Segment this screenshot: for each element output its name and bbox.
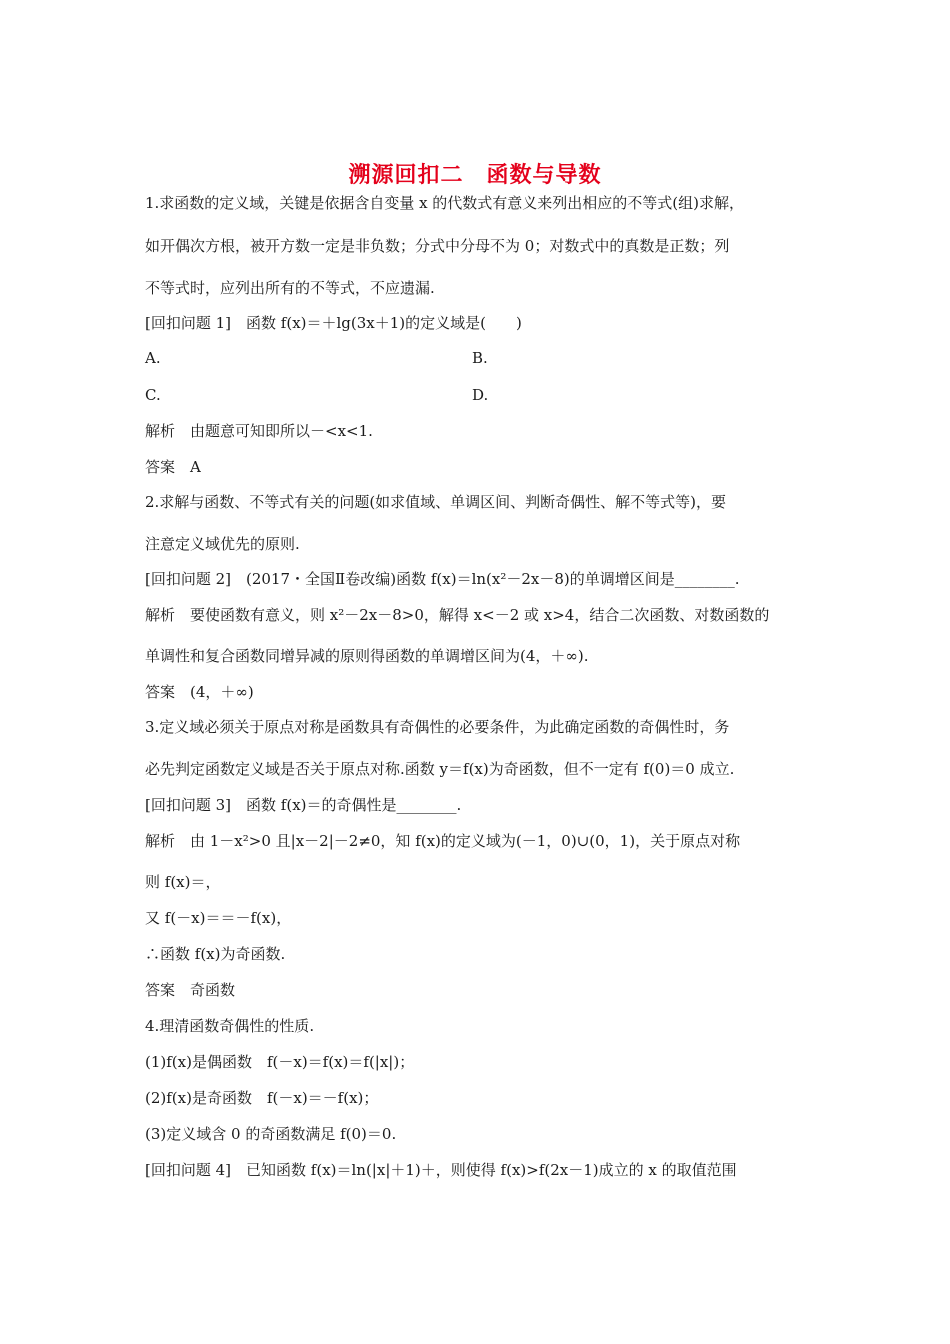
- option-d: D.: [472, 386, 489, 404]
- answer-2: 答案 (4，＋∞): [145, 683, 254, 701]
- answer-3: 答案 奇函数: [145, 981, 236, 999]
- paragraph-line: 2.求解与函数、不等式有关的问题(如求值域、单调区间、判断奇偶性、解不等式等)，要: [145, 493, 727, 511]
- solution-1: 解析 由题意可知即所以－<x<1.: [145, 422, 373, 440]
- question-4: [回扣问题 4] 已知函数 f(x)＝ln(|x|＋1)＋，则使得 f(x)>f(2x－1)成立的 x 的取值范围: [145, 1161, 737, 1179]
- question-1: [回扣问题 1] 函数 f(x)＝＋lg(3x＋1)的定义域是( ): [145, 314, 522, 332]
- question-2: [回扣问题 2] (2017・全国Ⅱ卷改编)函数 f(x)＝ln(x²－2x－8)的单调增区间是________.: [145, 570, 740, 588]
- paragraph-line: 不等式时，应列出所有的不等式，不应遗漏.: [145, 279, 435, 297]
- solution-3: 解析 由 1－x²>0 且|x－2|－2≠0，知 f(x)的定义域为(－1，0)∪(0，1)，关于原点对称: [145, 832, 741, 850]
- property-line: (2)f(x)是奇函数 f(－x)＝－f(x)；: [145, 1089, 379, 1107]
- property-line: (3)定义域含 0 的奇函数满足 f(0)＝0.: [145, 1125, 397, 1143]
- answer-1: 答案 A: [145, 458, 201, 476]
- solution-2-cont: 单调性和复合函数同增异减的原则得函数的单调增区间为(4，＋∞).: [145, 647, 589, 665]
- solution-2: 解析 要使函数有意义，则 x²－2x－8>0，解得 x<－2 或 x>4，结合二次函数、对数函数的: [145, 606, 770, 624]
- solution-3-cont: 则 f(x)＝，: [145, 873, 221, 891]
- question-3: [回扣问题 3] 函数 f(x)＝的奇偶性是________.: [145, 796, 462, 814]
- option-b: B.: [472, 349, 488, 367]
- paragraph-line: 3.定义域必须关于原点对称是函数具有奇偶性的必要条件，为此确定函数的奇偶性时，务: [145, 718, 730, 736]
- paragraph-line: 1.求函数的定义域，关键是依据含自变量 x 的代数式有意义来列出相应的不等式(组)求解，: [145, 194, 745, 212]
- paragraph-line: 必先判定函数定义域是否关于原点对称.函数 y＝f(x)为奇函数，但不一定有 f(0)＝0 成立.: [145, 760, 735, 778]
- paragraph-line: 如开偶次方根，被开方数一定是非负数；分式中分母不为 0；对数式中的真数是正数；列: [145, 237, 730, 255]
- solution-3-cont: ∴函数 f(x)为奇函数.: [145, 945, 286, 963]
- option-a: A.: [145, 349, 161, 367]
- paragraph-line: 注意定义域优先的原则.: [145, 535, 300, 553]
- paragraph-line: 4.理清函数奇偶性的性质.: [145, 1017, 315, 1035]
- solution-3-cont: 又 f(－x)＝＝－f(x)，: [145, 909, 292, 927]
- section-title: 溯源回扣二 函数与导数: [348, 163, 602, 188]
- option-c: C.: [145, 386, 161, 404]
- property-line: (1)f(x)是偶函数 f(－x)＝f(x)＝f(|x|)；: [145, 1053, 415, 1071]
